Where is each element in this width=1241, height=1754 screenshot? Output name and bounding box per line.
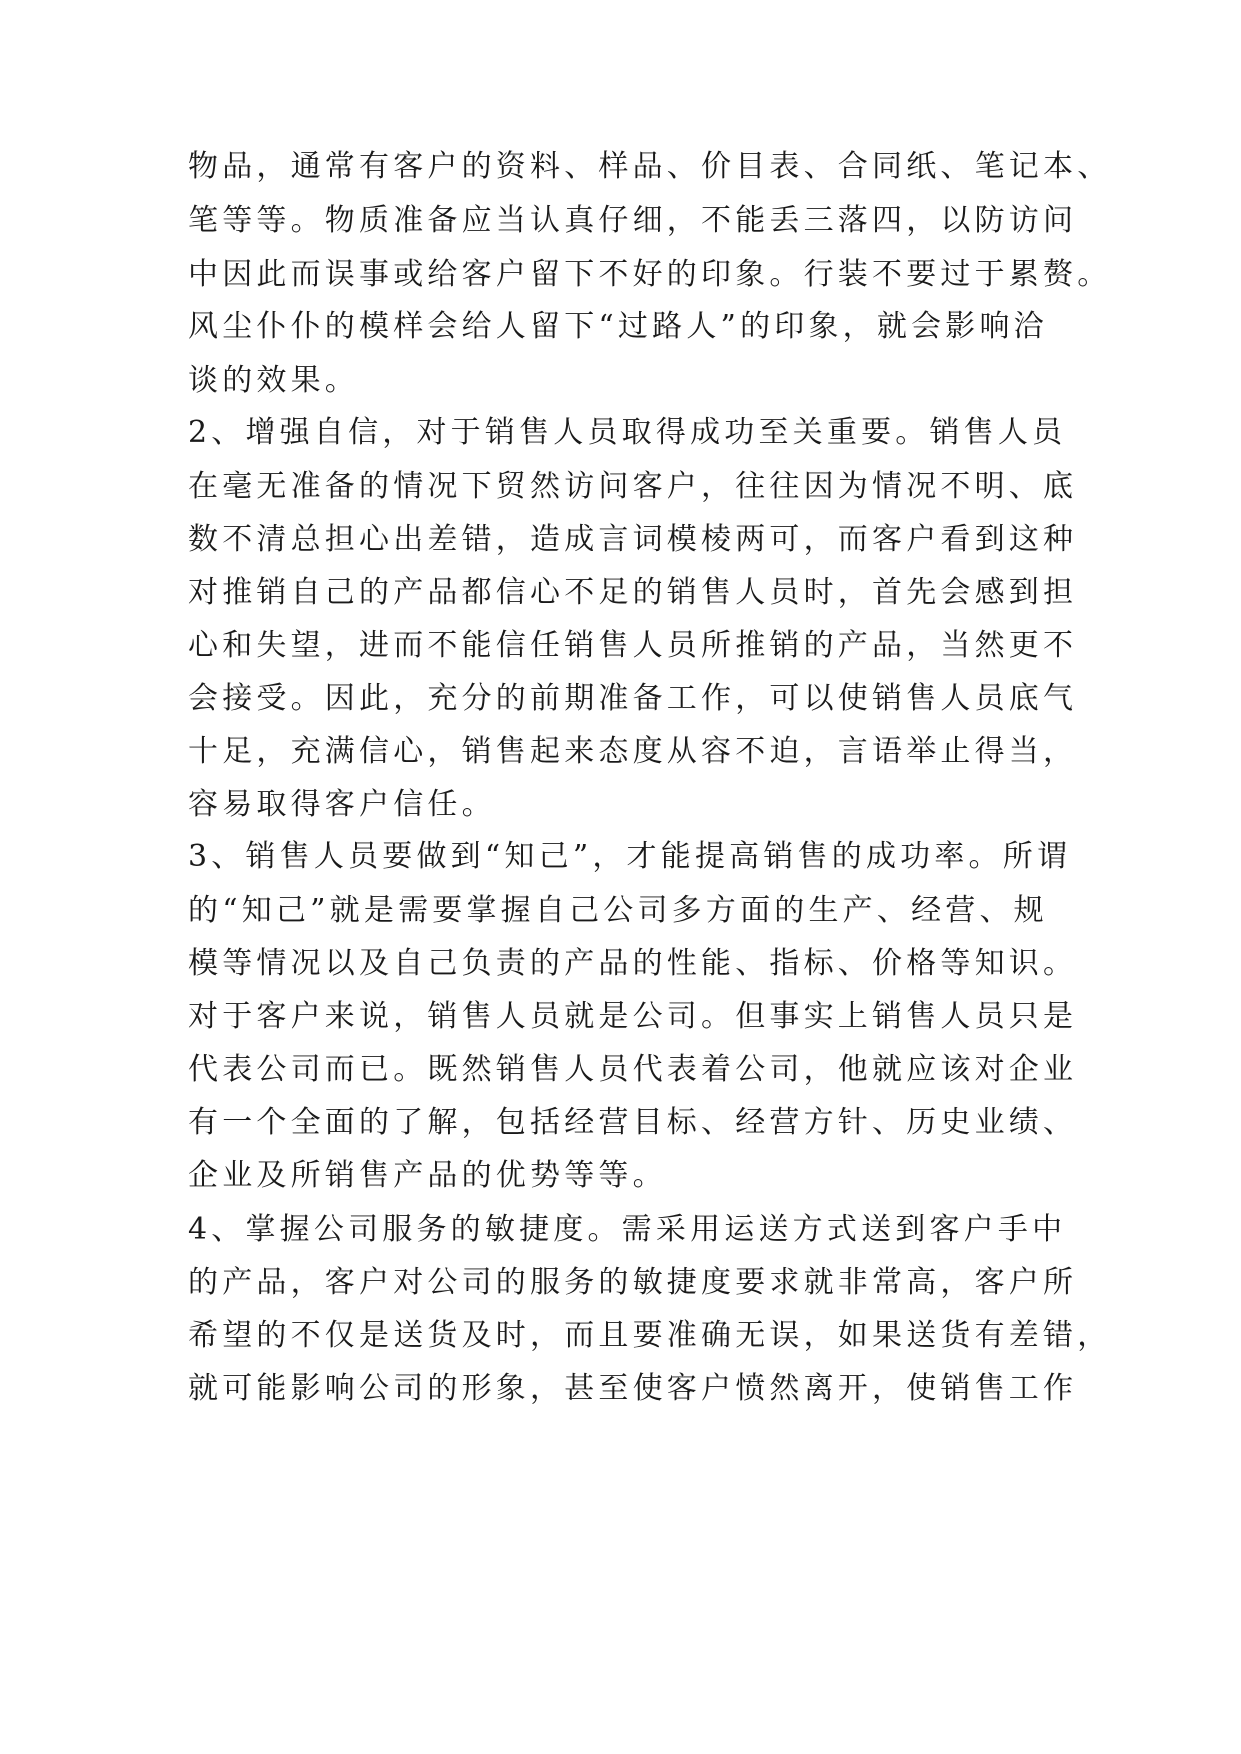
text-line: 就可能影响公司的形象，甚至使客户愤然离开，使销售工作 bbox=[188, 1371, 1078, 1406]
text-line: 对推销自己的产品都信心不足的销售人员时，首先会感到担 bbox=[188, 575, 1078, 610]
text-line: 3、销售人员要做到“知己”，才能提高销售的成功率。所谓 bbox=[188, 839, 1072, 874]
text-line: 在毫无准备的情况下贸然访问客户，往往因为情况不明、底 bbox=[188, 469, 1078, 504]
text-line: 笔等等。物质准备应当认真仔细，不能丢三落四，以防访问 bbox=[188, 203, 1078, 238]
text-line: 会接受。因此，充分的前期准备工作，可以使销售人员底气 bbox=[188, 681, 1078, 716]
text-line: 风尘仆仆的模样会给人留下“过路人”的印象，就会影响洽 bbox=[188, 309, 1048, 344]
text-line: 2、增强自信，对于销售人员取得成功至关重要。销售人员 bbox=[188, 415, 1067, 450]
text-line: 有一个全面的了解，包括经营目标、经营方针、历史业绩、 bbox=[188, 1105, 1078, 1140]
text-line: 数不清总担心出差错，造成言词模棱两可，而客户看到这种 bbox=[188, 522, 1078, 557]
text-line: 代表公司而已。既然销售人员代表着公司，他就应该对企业 bbox=[188, 1052, 1078, 1087]
text-line: 十足，充满信心，销售起来态度从容不迫，言语举止得当， bbox=[188, 734, 1078, 769]
text-line: 谈的效果。 bbox=[188, 363, 359, 398]
text-line: 物品，通常有客户的资料、样品、价目表、合同纸、笔记本、 bbox=[188, 149, 1112, 184]
text-line: 中因此而误事或给客户留下不好的印象。行装不要过于累赘。 bbox=[188, 257, 1112, 292]
text-line: 对于客户来说，销售人员就是公司。但事实上销售人员只是 bbox=[188, 999, 1078, 1034]
text-line: 希望的不仅是送货及时，而且要准确无误，如果送货有差错， bbox=[188, 1318, 1112, 1353]
text-line: 企业及所销售产品的优势等等。 bbox=[188, 1158, 667, 1193]
text-line: 模等情况以及自己负责的产品的性能、指标、价格等知识。 bbox=[188, 946, 1078, 981]
text-line: 心和失望，进而不能信任销售人员所推销的产品，当然更不 bbox=[188, 628, 1078, 663]
text-line: 4、掌握公司服务的敏捷度。需采用运送方式送到客户手中 bbox=[188, 1212, 1067, 1247]
text-line: 的“知己”就是需要掌握自己公司多方面的生产、经营、规 bbox=[188, 893, 1048, 928]
text-line: 的产品，客户对公司的服务的敏捷度要求就非常高，客户所 bbox=[188, 1265, 1078, 1300]
text-line: 容易取得客户信任。 bbox=[188, 787, 496, 822]
